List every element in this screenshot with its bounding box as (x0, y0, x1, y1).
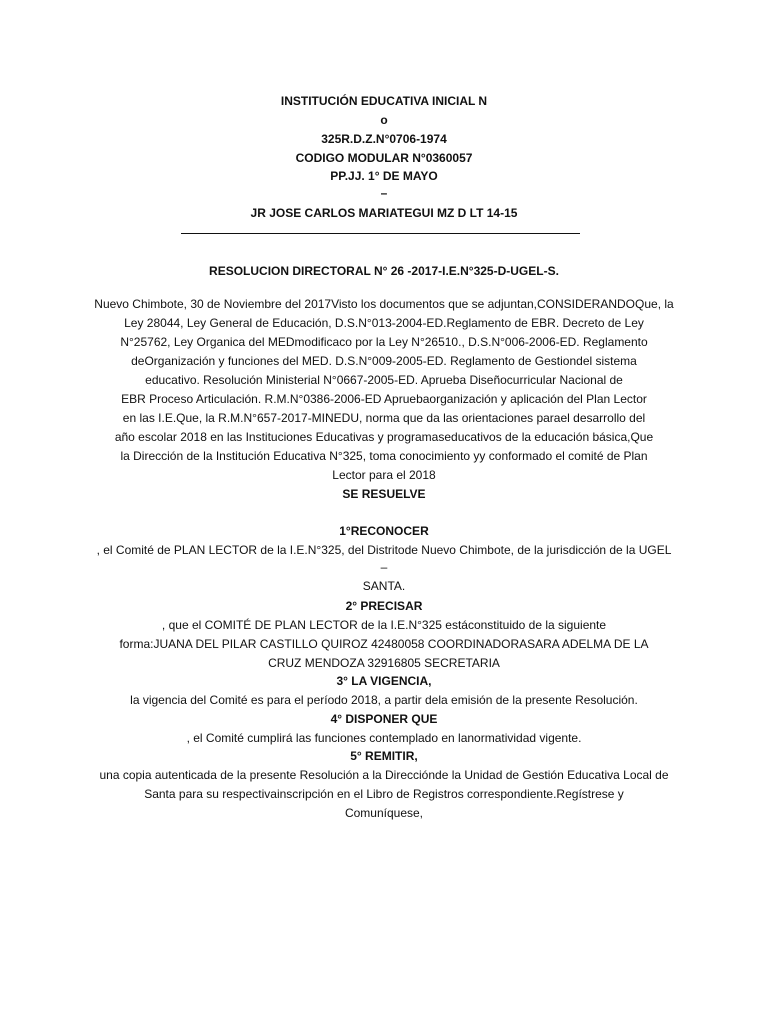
resolution-title: RESOLUCION DIRECTORAL N° 26 -2017-I.E.N°325-D-UGEL-S. (209, 264, 559, 278)
intro-line: EBR Proceso Articulación. R.M.N°0386-2006-ED Apruebaorganización y aplicación del Plan Lector (121, 392, 647, 406)
resolution-reference: 325R.D.Z.N°0706-1974 (321, 132, 447, 146)
article-2-text: forma:JUANA DEL PILAR CASTILLO QUIROZ 42480058 COORDINADORASARA ADELMA DE LA (119, 637, 649, 651)
resolve-heading: SE RESUELVE (342, 487, 426, 501)
institution-number-superscript: o (380, 113, 388, 127)
article-2-text: , que el COMITÉ DE PLAN LECTOR de la I.E.N°325 estáconstituido de la siguiente (161, 618, 607, 632)
address: JR JOSE CARLOS MARIATEGUI MZ D LT 14-15 (250, 206, 518, 220)
intro-line: en las I.E.Que, la R.M.N°657-2017-MINEDU, norma que da las orientaciones parael desarrollo del (122, 411, 646, 425)
institution-name: INSTITUCIÓN EDUCATIVA INICIAL N (280, 94, 488, 108)
article-2-heading: 2° PRECISAR (345, 599, 423, 613)
intro-line: año escolar 2018 en las Instituciones Educativas y programaseducativos de la educación básica,Que (114, 430, 654, 444)
article-1-heading: 1°RECONOCER (339, 524, 429, 538)
intro-line: deOrganización y funciones del MED. D.S.N°009-2005-ED. Reglamento de Gestiondel sistema (131, 354, 637, 368)
article-1-text: SANTA. (362, 579, 406, 593)
article-5-text: Santa para su respectivainscripción en el Libro de Registros correspondiente.Regístrese y (144, 787, 624, 801)
article-4-text: , el Comité cumplirá las funciones contemplado en lanormatividad vigente. (186, 731, 582, 745)
intro-line: Lector para el 2018 (332, 468, 436, 482)
article-3-heading: 3° LA VIGENCIA, (336, 674, 432, 688)
article-3-text: la vigencia del Comité es para el período 2018, a partir dela emisión de la presente Resolución. (130, 693, 638, 707)
header-divider (181, 233, 580, 234)
article-5-heading: 5° REMITIR, (350, 749, 418, 763)
intro-line: Nuevo Chimbote, 30 de Noviembre del 2017Visto los documentos que se adjuntan,CONSIDERANDOQue, la (94, 297, 674, 311)
article-5-text: Comuníquese, (344, 806, 424, 820)
modular-code: CODIGO MODULAR N°0360057 (295, 151, 473, 165)
intro-line: N°25762, Ley Organica del MEDmodificaco por la Ley N°26510., D.S.N°006-2006-ED. Reglamento (120, 335, 648, 349)
intro-line: la Dirección de la Institución Educativa N°325, toma conocimiento yy conformado el comité de Plan (120, 449, 648, 463)
location: PP.JJ. 1° DE MAYO (330, 169, 438, 183)
article-4-heading: 4° DISPONER QUE (330, 712, 438, 726)
intro-line: Ley 28044, Ley General de Educación, D.S.N°013-2004-ED.Reglamento de EBR. Decreto de Ley (124, 316, 644, 330)
article-1-text: , el Comité de PLAN LECTOR de la I.E.N°325, del Distritode Nuevo Chimbote, de la jurisdicción de la UGEL (96, 543, 672, 557)
article-1-text: – (380, 560, 388, 574)
article-2-text: CRUZ MENDOZA 32916805 SECRETARIA (268, 656, 500, 670)
article-5-text: una copia autenticada de la presente Resolución a la Direcciónde la Unidad de Gestión Educativa Local de (99, 768, 669, 782)
header-dash: – (380, 186, 388, 200)
intro-line: educativo. Resolución Ministerial N°0667-2005-ED. Aprueba Diseñocurricular Nacional de (145, 373, 623, 387)
